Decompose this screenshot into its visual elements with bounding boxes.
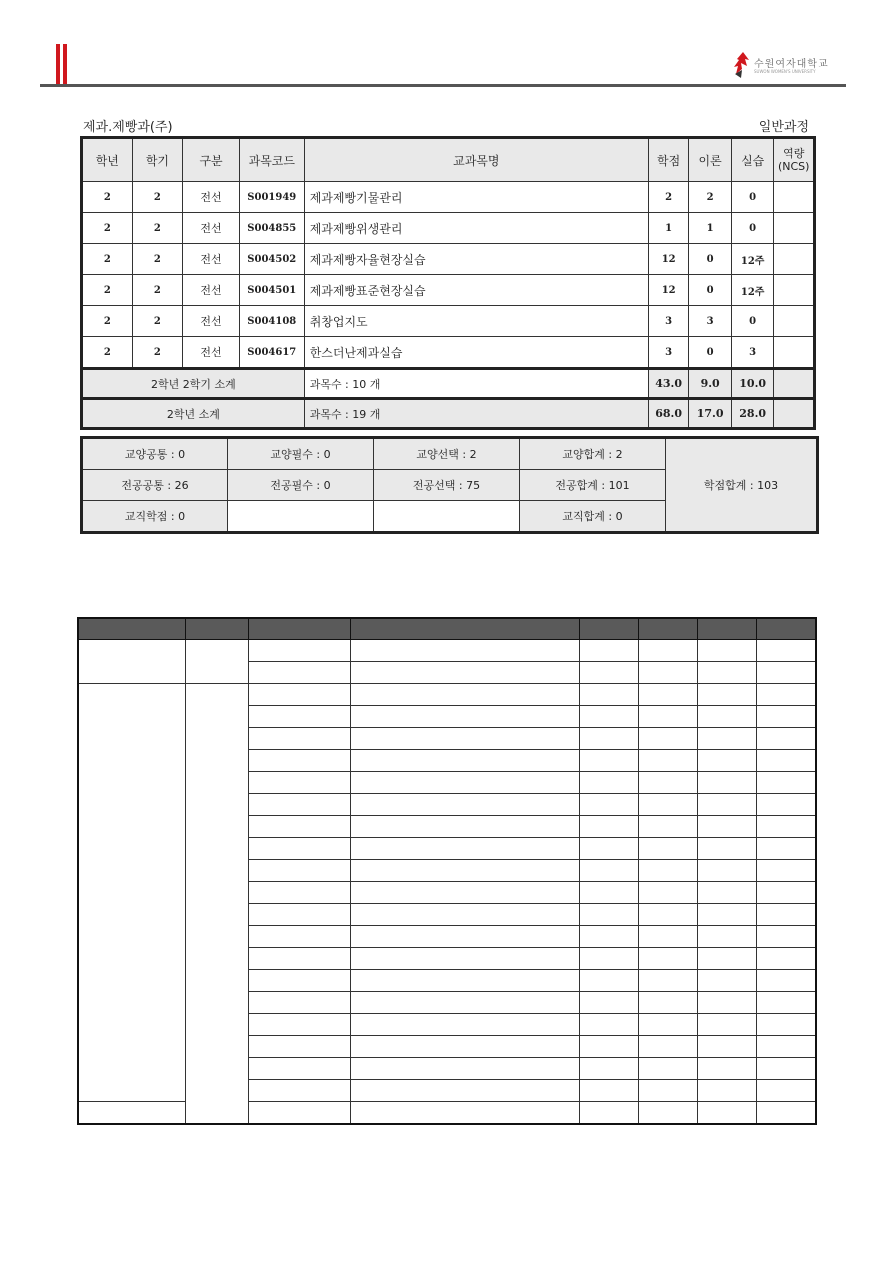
cell-course-code: S004617	[239, 337, 304, 369]
blank-cell	[697, 1080, 756, 1102]
cell-theory: 0	[689, 244, 732, 275]
blank-cell	[697, 640, 756, 662]
blank-cell	[756, 1014, 816, 1036]
blank-cell	[697, 706, 756, 728]
blank-cell	[638, 882, 697, 904]
semester-theory-total: 9.0	[689, 369, 732, 399]
cell-grade: 2	[82, 337, 133, 369]
cell-credits: 3	[648, 306, 688, 337]
blank-cell	[350, 772, 579, 794]
blank-cell	[248, 992, 350, 1014]
cell-course-name: 제과제빵기물관리	[304, 182, 648, 213]
blank-cell	[248, 1014, 350, 1036]
cell-theory: 1	[689, 213, 732, 244]
blank-cell	[350, 794, 579, 816]
year-practice-total: 28.0	[731, 399, 774, 429]
cell-ncs	[774, 244, 815, 275]
blank-cell	[579, 728, 638, 750]
blank-cell	[579, 772, 638, 794]
blank-group-cell	[78, 1102, 185, 1125]
cell-semester: 2	[132, 337, 183, 369]
blank-cell	[579, 1102, 638, 1125]
blank-cell	[248, 1036, 350, 1058]
cell-course-name: 취창업지도	[304, 306, 648, 337]
blank-cell	[697, 1036, 756, 1058]
cell-ncs	[774, 306, 815, 337]
cell-theory: 2	[689, 182, 732, 213]
program-type: 일반과정	[758, 120, 809, 135]
blank-cell	[697, 750, 756, 772]
table-row	[82, 275, 815, 306]
blank-cell	[248, 816, 350, 838]
blank-group-cell	[185, 640, 248, 684]
blank-cell	[756, 750, 816, 772]
blank-course-table	[77, 617, 817, 1125]
blank-cell	[579, 948, 638, 970]
blank-cell	[579, 816, 638, 838]
blank-cell	[579, 706, 638, 728]
cell-course-code: S004855	[239, 213, 304, 244]
blank-cell	[579, 1080, 638, 1102]
teaching-total: 교직합계 : 0	[520, 501, 666, 533]
blank-cell	[638, 926, 697, 948]
cell-grade: 2	[82, 306, 133, 337]
semester-credits-total: 43.0	[648, 369, 688, 399]
blank-cell	[350, 684, 579, 706]
blank-cell	[638, 904, 697, 926]
blank-cell	[756, 1080, 816, 1102]
liberal-elective: 교양선택 : 2	[374, 438, 520, 470]
header-category: 구분	[183, 138, 240, 182]
cell-category: 전선	[183, 244, 240, 275]
cell-course-name: 한스더난제과실습	[304, 337, 648, 369]
header-grade: 학년	[82, 138, 133, 182]
blank-cell	[248, 750, 350, 772]
blank-cell	[697, 860, 756, 882]
blank-header-cell	[350, 618, 579, 640]
cell-credits: 1	[648, 213, 688, 244]
blank-cell	[697, 948, 756, 970]
blank-cell	[350, 816, 579, 838]
cell-course-name: 제과제빵자율현장실습	[304, 244, 648, 275]
blank-cell	[638, 662, 697, 684]
blank-header-cell	[697, 618, 756, 640]
cell-grade: 2	[82, 182, 133, 213]
year-subtotal-row	[82, 399, 815, 429]
cell-theory: 0	[689, 275, 732, 306]
logo-subtitle: SUWON WOMEN'S UNIVERSITY	[754, 69, 816, 74]
blank-cell	[579, 640, 638, 662]
year-theory-total: 17.0	[689, 399, 732, 429]
liberal-required: 교양필수 : 0	[228, 438, 374, 470]
blank-cell	[248, 948, 350, 970]
blank-cell	[579, 794, 638, 816]
blank-cell	[579, 882, 638, 904]
cell-ncs	[774, 182, 815, 213]
cell-credits: 12	[648, 275, 688, 306]
blank-cell	[350, 1080, 579, 1102]
blank-cell	[638, 772, 697, 794]
cell-practice: 0	[731, 213, 774, 244]
blank-cell	[697, 684, 756, 706]
blank-row	[78, 684, 816, 706]
blank-cell	[579, 926, 638, 948]
blank-header-cell	[756, 618, 816, 640]
blank-cell	[756, 926, 816, 948]
course-table	[80, 136, 816, 430]
header-practice: 실습	[731, 138, 774, 182]
blank-header-cell	[638, 618, 697, 640]
cell-ncs	[774, 337, 815, 369]
blank-cell	[697, 838, 756, 860]
blank-cell	[579, 750, 638, 772]
blank-cell	[638, 948, 697, 970]
blank-cell	[350, 1036, 579, 1058]
blank-cell	[756, 948, 816, 970]
blank-cell	[248, 706, 350, 728]
blank-cell	[638, 970, 697, 992]
blank-cell	[756, 904, 816, 926]
blank-cell	[248, 794, 350, 816]
blank-cell	[350, 882, 579, 904]
blank-cell	[350, 728, 579, 750]
blank-group-cell	[78, 640, 185, 684]
cell-category: 전선	[183, 275, 240, 306]
blank-cell	[248, 1080, 350, 1102]
blank-cell	[248, 904, 350, 926]
blank-cell	[756, 970, 816, 992]
table-row	[82, 182, 815, 213]
blank-cell	[697, 1102, 756, 1125]
blank-cell	[756, 1058, 816, 1080]
header-course-code: 과목코드	[239, 138, 304, 182]
blank-cell	[697, 1058, 756, 1080]
blank-cell	[350, 706, 579, 728]
blank-cell	[579, 1058, 638, 1080]
blank-table-header	[78, 618, 816, 640]
cell-course-name: 제과제빵표준현장실습	[304, 275, 648, 306]
header-ncs-text: 역량 (NCS)	[777, 147, 810, 173]
blank-cell	[350, 992, 579, 1014]
header-course-name: 교과목명	[304, 138, 648, 182]
cell-practice: 0	[731, 306, 774, 337]
major-required: 전공필수 : 0	[228, 470, 374, 501]
blank-cell	[248, 640, 350, 662]
year-subtotal-label: 2학년 소계	[82, 399, 305, 429]
cell-grade: 2	[82, 244, 133, 275]
blank-cell	[579, 970, 638, 992]
cell-semester: 2	[132, 213, 183, 244]
blank-cell	[697, 1014, 756, 1036]
cell-credits: 12	[648, 244, 688, 275]
blank-cell	[756, 1102, 816, 1125]
blank-cell	[350, 926, 579, 948]
university-logo	[733, 52, 843, 80]
blank-cell	[248, 882, 350, 904]
cell-course-code: S001949	[239, 182, 304, 213]
table-row	[82, 337, 815, 369]
blank-cell	[579, 684, 638, 706]
blank-cell	[248, 1102, 350, 1125]
summary-blank-cell	[374, 501, 520, 533]
blank-cell	[248, 1058, 350, 1080]
year-credits-total: 68.0	[648, 399, 688, 429]
blank-cell	[638, 750, 697, 772]
cell-category: 전선	[183, 337, 240, 369]
blank-cell	[638, 860, 697, 882]
cell-course-code: S004501	[239, 275, 304, 306]
cell-ncs	[774, 213, 815, 244]
blank-cell	[697, 926, 756, 948]
blank-group-cell	[185, 684, 248, 1125]
blank-cell	[579, 1014, 638, 1036]
cell-practice: 3	[731, 337, 774, 369]
blank-cell	[756, 706, 816, 728]
credit-summary-table	[80, 436, 819, 534]
cell-credits: 3	[648, 337, 688, 369]
cell-grade: 2	[82, 213, 133, 244]
blank-cell	[756, 772, 816, 794]
blank-cell	[350, 948, 579, 970]
blank-cell	[350, 750, 579, 772]
blank-cell	[697, 772, 756, 794]
blank-cell	[697, 970, 756, 992]
blank-cell	[756, 1036, 816, 1058]
department-title: 제과.제빵과(주)	[83, 120, 173, 135]
blank-cell	[638, 794, 697, 816]
blank-cell	[756, 816, 816, 838]
cell-theory: 0	[689, 337, 732, 369]
blank-header-cell	[185, 618, 248, 640]
header-semester: 학기	[132, 138, 183, 182]
year-course-count: 과목수 : 19 개	[304, 399, 648, 429]
blank-cell	[756, 860, 816, 882]
liberal-total: 교양합계 : 2	[520, 438, 666, 470]
blank-cell	[756, 640, 816, 662]
cell-course-name: 제과제빵위생관리	[304, 213, 648, 244]
blank-cell	[248, 970, 350, 992]
semester-practice-total: 10.0	[731, 369, 774, 399]
blank-cell	[248, 838, 350, 860]
blank-cell	[350, 970, 579, 992]
blank-cell	[697, 816, 756, 838]
blank-cell	[248, 772, 350, 794]
table-row	[82, 213, 815, 244]
cell-theory: 3	[689, 306, 732, 337]
blank-cell	[697, 992, 756, 1014]
header-rule	[40, 84, 846, 87]
blank-cell	[248, 684, 350, 706]
year-ncs-total	[774, 399, 815, 429]
cell-practice: 0	[731, 182, 774, 213]
blank-cell	[350, 1102, 579, 1125]
blank-cell	[579, 992, 638, 1014]
cell-semester: 2	[132, 182, 183, 213]
blank-cell	[248, 860, 350, 882]
cell-course-code: S004502	[239, 244, 304, 275]
blank-cell	[756, 662, 816, 684]
cell-category: 전선	[183, 306, 240, 337]
blank-cell	[697, 904, 756, 926]
blank-cell	[638, 1036, 697, 1058]
cell-credits: 2	[648, 182, 688, 213]
blank-cell	[756, 794, 816, 816]
blank-cell	[756, 992, 816, 1014]
blank-cell	[756, 728, 816, 750]
blank-cell	[248, 926, 350, 948]
cell-semester: 2	[132, 306, 183, 337]
blank-cell	[579, 904, 638, 926]
blank-cell	[697, 882, 756, 904]
blank-cell	[579, 838, 638, 860]
liberal-common: 교양공통 : 0	[82, 438, 228, 470]
blank-header-cell	[579, 618, 638, 640]
semester-course-count: 과목수 : 10 개	[304, 369, 648, 399]
blank-group-cell	[78, 684, 185, 1102]
blank-cell	[638, 640, 697, 662]
blank-cell	[756, 684, 816, 706]
blank-cell	[638, 992, 697, 1014]
grand-total-credits: 학점합계 : 103	[666, 438, 818, 533]
cell-grade: 2	[82, 275, 133, 306]
blank-cell	[638, 684, 697, 706]
blank-header-cell	[78, 618, 185, 640]
header-red-bar-left	[56, 44, 60, 84]
blank-row	[78, 640, 816, 662]
header-credits: 학점	[648, 138, 688, 182]
blank-cell	[697, 794, 756, 816]
logo-name: 수원여자대학교	[754, 59, 829, 70]
cell-semester: 2	[132, 275, 183, 306]
header-ncs	[774, 138, 815, 182]
cell-category: 전선	[183, 182, 240, 213]
blank-cell	[350, 1058, 579, 1080]
blank-cell	[638, 1058, 697, 1080]
blank-cell	[350, 662, 579, 684]
blank-cell	[697, 728, 756, 750]
cell-category: 전선	[183, 213, 240, 244]
blank-cell	[579, 1036, 638, 1058]
header-red-bar-right	[63, 44, 67, 84]
course-table-header	[82, 138, 815, 182]
blank-cell	[756, 838, 816, 860]
teaching-credits: 교직학점 : 0	[82, 501, 228, 533]
summary-blank-cell	[228, 501, 374, 533]
cell-ncs	[774, 275, 815, 306]
semester-subtotal-label: 2학년 2학기 소계	[82, 369, 305, 399]
semester-ncs-total	[774, 369, 815, 399]
header-theory: 이론	[689, 138, 732, 182]
major-elective: 전공선택 : 75	[374, 470, 520, 501]
torch-icon	[733, 52, 751, 80]
major-total: 전공합계 : 101	[520, 470, 666, 501]
blank-cell	[638, 1014, 697, 1036]
blank-cell	[638, 728, 697, 750]
cell-semester: 2	[132, 244, 183, 275]
blank-cell	[638, 1080, 697, 1102]
blank-cell	[756, 882, 816, 904]
blank-cell	[638, 838, 697, 860]
blank-cell	[350, 860, 579, 882]
blank-cell	[350, 838, 579, 860]
blank-cell	[350, 640, 579, 662]
blank-cell	[638, 706, 697, 728]
cell-course-code: S004108	[239, 306, 304, 337]
blank-cell	[350, 904, 579, 926]
summary-row-liberal	[82, 438, 818, 470]
blank-header-cell	[248, 618, 350, 640]
cell-practice: 12주	[731, 275, 774, 306]
cell-practice: 12주	[731, 244, 774, 275]
blank-cell	[697, 662, 756, 684]
semester-subtotal-row	[82, 369, 815, 399]
blank-cell	[638, 1102, 697, 1125]
blank-cell	[579, 662, 638, 684]
blank-cell	[579, 860, 638, 882]
blank-cell	[248, 728, 350, 750]
blank-cell	[350, 1014, 579, 1036]
blank-cell	[638, 816, 697, 838]
table-row	[82, 244, 815, 275]
blank-cell	[248, 662, 350, 684]
table-row	[82, 306, 815, 337]
major-common: 전공공통 : 26	[82, 470, 228, 501]
